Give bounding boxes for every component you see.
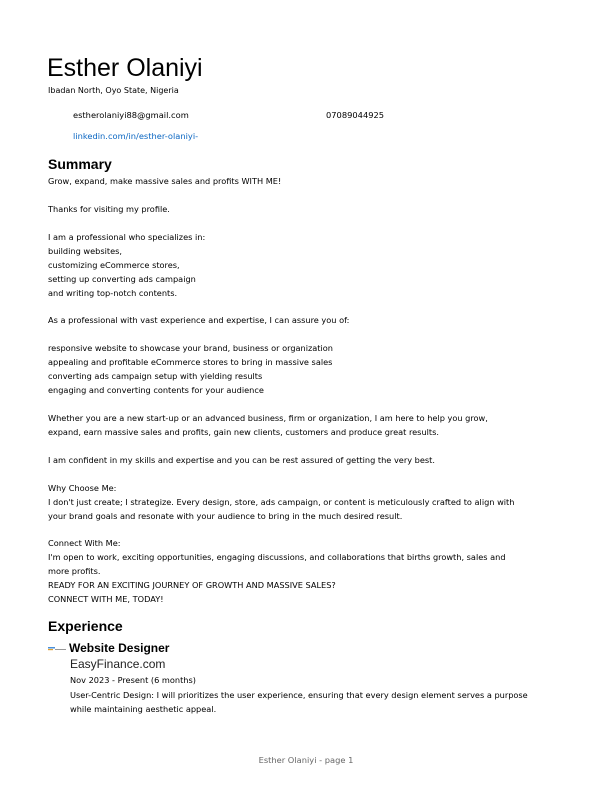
summary-line: Whether you are a new start-up or an advanced business, firm or organization, I am here to help you grow, [48,412,488,423]
summary-line: setting up converting ads campaign [48,273,196,284]
company-logo-icon [48,646,66,652]
summary-line: your brand goals and resonate with your audience to bring in the much desired result. [48,510,403,521]
summary-line [48,189,568,203]
summary-line [48,328,568,342]
summary-line: building websites, [48,245,122,256]
summary-line [48,300,568,314]
email: estherolaniyi88@gmail.com [73,110,189,120]
summary-line: As a professional with vast experience and expertise, I can assure you of: [48,315,350,326]
summary-line: appealing and profitable eCommerce stores to bring in massive sales [48,357,333,368]
company-name: EasyFinance.com [70,657,166,671]
summary-line: customizing eCommerce stores, [48,259,180,270]
summary-heading: Summary [48,156,112,172]
summary-line: CONNECT WITH ME, TODAY! [48,594,164,605]
summary-line: engaging and converting contents for your audience [48,385,264,396]
job-dates: Nov 2023 - Present (6 months) [70,675,196,685]
summary-line [48,468,568,482]
summary-line: and writing top-notch contents. [48,287,178,298]
experience-heading: Experience [48,618,123,634]
candidate-name: Esther Olaniyi [47,54,203,82]
summary-line: Thanks for visiting my profile. [48,203,170,214]
summary-text [48,175,568,607]
summary-line: I am confident in my skills and expertise and you can be rest assured of getting the very best. [48,454,435,465]
summary-line: READY FOR AN EXCITING JOURNEY OF GROWTH AND MASSIVE SALES? [48,580,336,591]
job-title: Website Designer [69,641,170,655]
summary-line: I'm open to work, exciting opportunities, engaging discussions, and collaborations that births growth, sales and [48,552,506,563]
summary-line [48,217,568,231]
summary-line: Connect With Me: [48,538,121,549]
summary-line: I am a professional who specializes in: [48,231,206,242]
summary-line: expand, earn massive sales and profits, gain new clients, customers and produce great results. [48,426,439,437]
summary-line: converting ads campaign setup with yielding results [48,371,263,382]
linkedin-link[interactable]: linkedin.com/in/esther-olaniyi- [73,131,199,141]
job-description: User-Centric Design: I will prioritizes the user experience, ensuring that every design element serves a purpose while maintaining aesthetic appeal. [70,690,528,714]
page-footer: Esther Olaniyi - page 1 [258,755,354,765]
location: Ibadan North, Oyo State, Nigeria [48,86,179,95]
summary-line [48,398,568,412]
summary-line: more profits. [48,566,101,577]
summary-line: I don't just create; I strategize. Every design, store, ads campaign, or content is meticulously crafted to align with [48,496,515,507]
summary-line: Why Choose Me: [48,482,117,493]
summary-line [48,523,568,537]
summary-line: responsive website to showcase your brand, business or organization [48,343,333,354]
phone: 07089044925 [326,110,385,120]
summary-line: Grow, expand, make massive sales and profits WITH ME! [48,176,282,186]
summary-line [48,440,568,454]
